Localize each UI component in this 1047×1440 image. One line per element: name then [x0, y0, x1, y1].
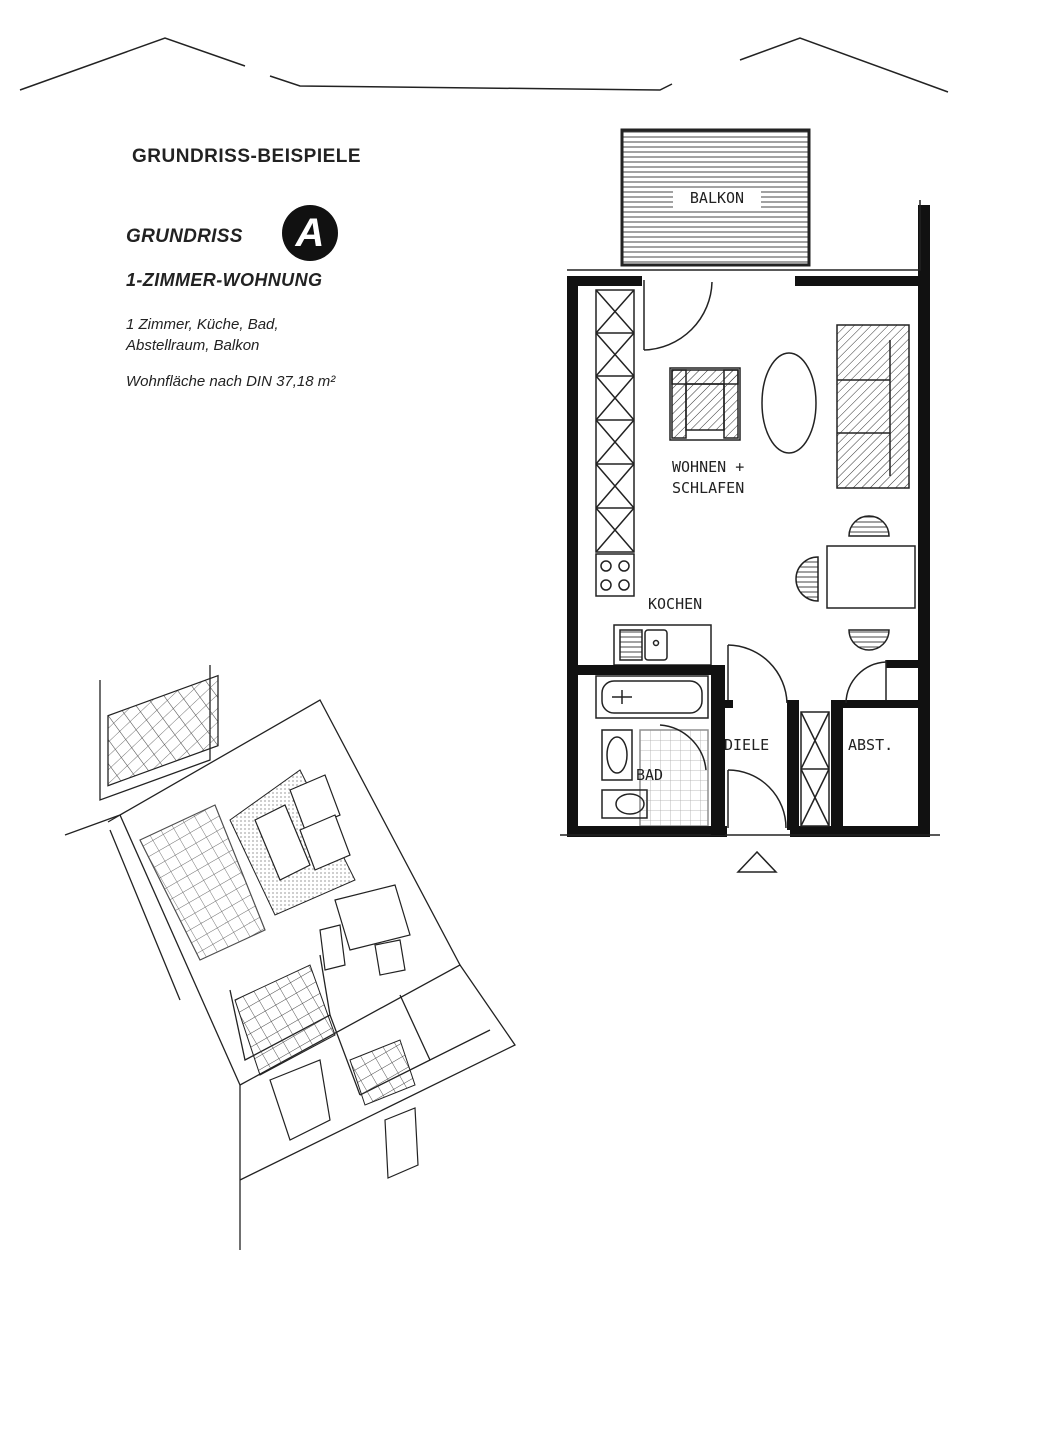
armchair-icon: [670, 368, 740, 440]
dining-table-icon: [827, 546, 915, 608]
stove-icon: [596, 554, 634, 596]
sofa-icon: [837, 325, 909, 488]
bath-label: BAD: [636, 766, 664, 784]
entrance-arrow-icon: [738, 852, 776, 872]
kitchen-label: KOCHEN: [648, 595, 703, 613]
living-label-1: WOHNEN +: [672, 458, 745, 476]
oval-table-icon: [762, 353, 816, 453]
balcony-door-icon: [644, 280, 712, 350]
bathtub-icon: [596, 676, 708, 718]
isometric-view: [60, 655, 530, 1255]
room-list-line-1: 1 Zimmer, Küche, Bad,: [126, 316, 279, 333]
plan-name: GRUNDRISS: [126, 226, 243, 247]
balcony-label: BALKON: [689, 189, 745, 207]
closet-icon: [801, 712, 829, 826]
plan-badge-letter: A: [295, 211, 325, 255]
room-list: [126, 314, 279, 356]
living-area: Wohnfläche nach DIN 37,18 m²: [126, 373, 336, 390]
page-title: GRUNDRISS-BEISPIELE: [132, 146, 362, 167]
roof-line-decoration: [0, 0, 1047, 110]
hall-label: DIELE: [724, 736, 770, 754]
kitchen-cabinets: [596, 290, 634, 552]
plan-badge: [282, 205, 338, 261]
kitchen-sink-icon: [614, 625, 711, 665]
apartment-type: 1-ZIMMER-WOHNUNG: [126, 270, 323, 290]
balcony: [622, 130, 809, 265]
floor-plan: [555, 125, 955, 885]
storage-label: ABST.: [848, 736, 894, 754]
room-list-line-2: Abstellraum, Balkon: [126, 337, 260, 354]
living-label-2: SCHLAFEN: [672, 479, 745, 497]
